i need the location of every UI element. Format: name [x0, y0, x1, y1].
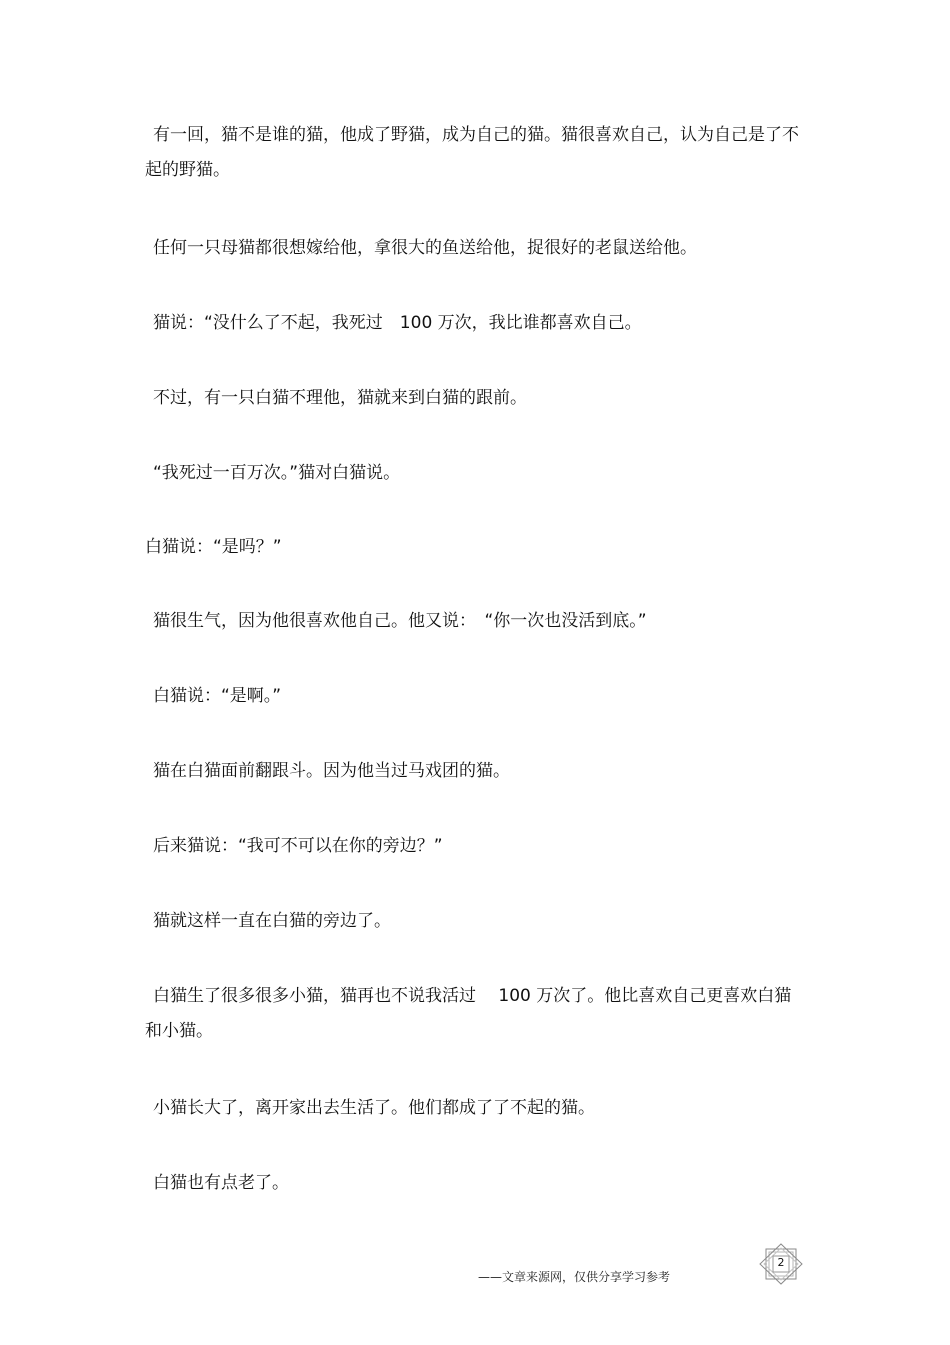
paragraph-2: 任何一只母猫都很想嫁给他，拿很大的鱼送给他，捉很好的老鼠送给他。: [153, 238, 697, 258]
paragraph-8: 白猫说：“是啊。”: [153, 686, 282, 706]
paragraph-14: 白猫也有点老了。: [153, 1173, 289, 1193]
paragraph-1: 有一回，猫不是谁的猫，他成了野猫，成为自己的猫。猫很喜欢自己，认为自己是了不起的野猫。: [145, 125, 799, 180]
page-number: 2: [777, 1256, 785, 1269]
page-number-badge: [757, 1243, 805, 1285]
paragraph-5: “我死过一百万次。”猫对白猫说。: [153, 463, 401, 483]
paragraph-4: 不过，有一只白猫不理他，猫就来到白猫的跟前。: [153, 388, 527, 408]
paragraph-7: 猫很生气，因为他很喜欢他自己。他又说： “你一次也没活到底。”: [153, 611, 647, 631]
paragraph-13: 小猫长大了，离开家出去生活了。他们都成了了不起的猫。: [153, 1098, 595, 1118]
paragraph-6: 白猫说：“是吗？”: [145, 537, 282, 557]
paragraph-9: 猫在白猫面前翻跟斗。因为他当过马戏团的猫。: [153, 761, 510, 781]
paragraph-11: 猫就这样一直在白猫的旁边了。: [153, 911, 391, 931]
paragraph-12: 白猫生了很多很多小猫，猫再也不说我活过 100 万次了。他比喜欢自己更喜欢白猫和小猫。: [145, 986, 792, 1041]
footer-source-note: ——文章来源网，仅供分享学习参考: [478, 1270, 671, 1284]
paragraph-3: 猫说：“没什么了不起，我死过 100 万次，我比谁都喜欢自己。: [153, 313, 642, 333]
paragraph-10: 后来猫说：“我可不可以在你的旁边？”: [153, 836, 443, 856]
